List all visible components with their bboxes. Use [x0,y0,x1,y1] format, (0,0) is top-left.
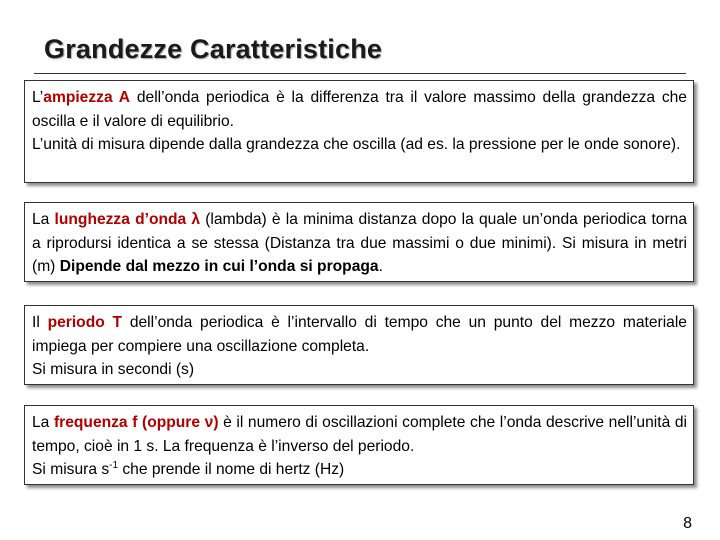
text-end: . [378,258,383,275]
period-box [24,305,694,385]
text-body: dell’onda periodica è l’intervallo di tempo che un punto del mezzo materiale impiega per compiere una oscillazione completa. [32,314,687,355]
slide-title: Grandezze Caratteristiche [44,34,383,64]
amplitude-definition [32,86,687,133]
title-underline [34,73,686,74]
amplitude-box [24,80,694,183]
text-prefix: Il [32,314,48,331]
page-number: 8 [683,515,692,532]
text-body: è il numero di oscillazioni complete che l’onda descrive nell’unità di tempo, cioè in 1 s. La frequenza è l’inverso del periodo. [32,414,687,455]
amplitude-unit-note: L’unità di misura dipende dalla grandezza che oscilla (ad es. la pressione per le onde sonore). [32,136,681,153]
wavelength-medium-note: Dipende dal mezzo in cui l’onda si propaga [59,258,379,275]
frequency-term: frequenza f (oppure ν) [53,414,219,431]
frequency-box [24,405,694,485]
text-prefix: La [32,211,55,228]
unit-exponent: -1 [109,459,119,471]
frequency-unit-note [32,458,687,482]
period-definition [32,311,687,358]
period-term: periodo T [47,314,123,331]
text-prefix: L’ [32,89,44,106]
wavelength-definition [32,208,687,279]
text-prefix: Si misura s [32,461,110,478]
period-unit-note: Si misura in secondi (s) [32,361,195,378]
wavelength-box [24,202,694,282]
text-prefix: La [32,414,54,431]
frequency-definition [32,411,687,458]
text-body: dell’onda periodica è la differenza tra il valore massimo della grandezza che oscilla e il valore di equilibrio. [32,89,687,130]
text-body: (lambda) è la minima distanza dopo la quale un’onda periodica torna a riprodursi identica a se stessa (Distanza tra due massimi o due minimi). Si misura in metri (m) [32,211,687,275]
text-body: che prende il nome di hertz (Hz) [118,461,345,478]
amplitude-term: ampiezza A [43,89,131,106]
wavelength-term: lunghezza d’onda λ [54,211,201,228]
